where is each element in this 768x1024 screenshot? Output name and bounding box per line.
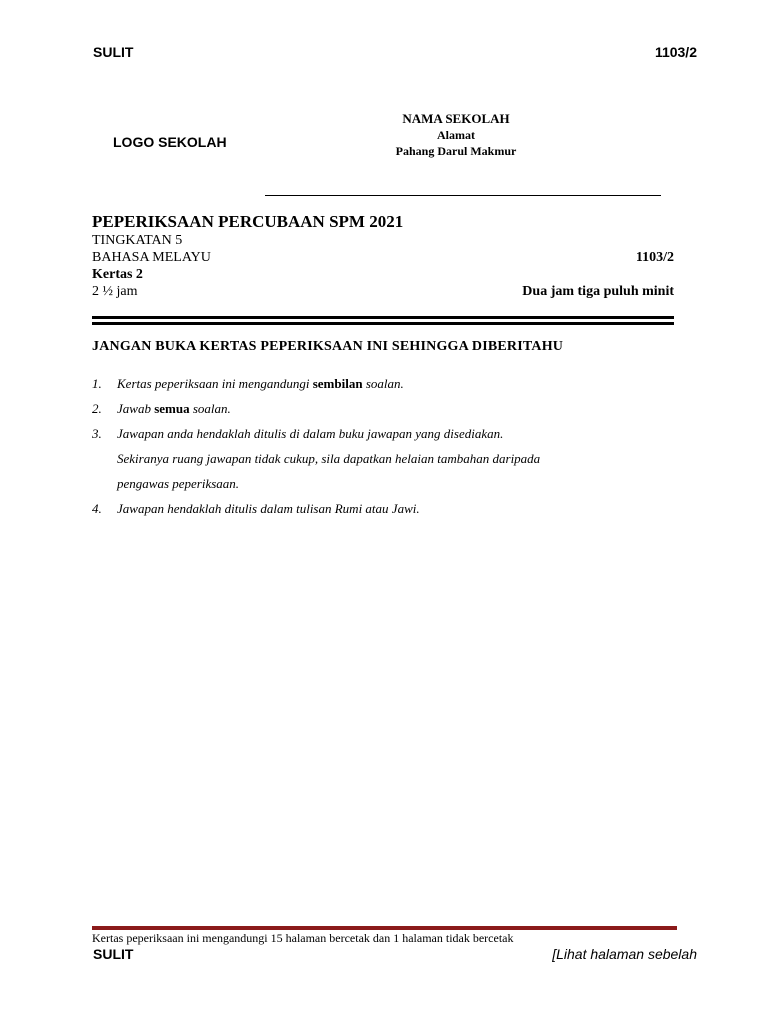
exam-duration-short: 2 ½ jam (92, 284, 138, 299)
footer-rule (92, 926, 677, 930)
header-divider (265, 195, 661, 196)
exam-paper: Kertas 2 (92, 267, 143, 282)
school-address-line-1: Alamat (437, 128, 475, 142)
school-info (356, 111, 556, 159)
instruction-item: 4. Jawapan hendaklah ditulis dalam tulisan Rumi atau Jawi. (92, 501, 420, 516)
school-logo-placeholder: LOGO SEKOLAH (113, 134, 227, 150)
exam-duration-long: Dua jam tiga puluh minit (522, 284, 674, 299)
exam-meta (92, 232, 674, 300)
footer-classification: SULIT (93, 946, 134, 962)
double-rule (92, 316, 674, 325)
exam-subject: BAHASA MELAYU (92, 250, 211, 265)
footer-next-page-note: [Lihat halaman sebelah (552, 946, 697, 962)
instruction-item-continued: Sekiranya ruang jawapan tidak cukup, sila dapatkan helaian tambahan daripada (117, 451, 541, 466)
school-name: NAMA SEKOLAH (402, 111, 510, 126)
instructions-list (92, 371, 692, 521)
footer-page-count-note: Kertas peperiksaan ini mengandungi 15 halaman bercetak dan 1 halaman tidak bercetak (92, 931, 514, 945)
exam-level: TINGKATAN 5 (92, 233, 183, 248)
instruction-item-continued: pengawas peperiksaan. (117, 476, 240, 491)
warning-heading: JANGAN BUKA KERTAS PEPERIKSAAN INI SEHINGGA DIBERITAHU (92, 339, 564, 354)
school-address-line-2: Pahang Darul Makmur (395, 144, 517, 158)
instruction-item: 2. Jawab semua soalan. (92, 401, 231, 416)
header-paper-code: 1103/2 (654, 44, 697, 60)
header-classification: SULIT (93, 44, 134, 60)
exam-title: PEPERIKSAAN PERCUBAAN SPM 2021 (92, 212, 404, 231)
exam-code: 1103/2 (635, 250, 674, 265)
instruction-item: 3. Jawapan anda hendaklah ditulis di dalam buku jawapan yang disediakan. (92, 426, 504, 441)
instruction-item: 1. Kertas peperiksaan ini mengandungi sembilan soalan. (92, 376, 404, 391)
